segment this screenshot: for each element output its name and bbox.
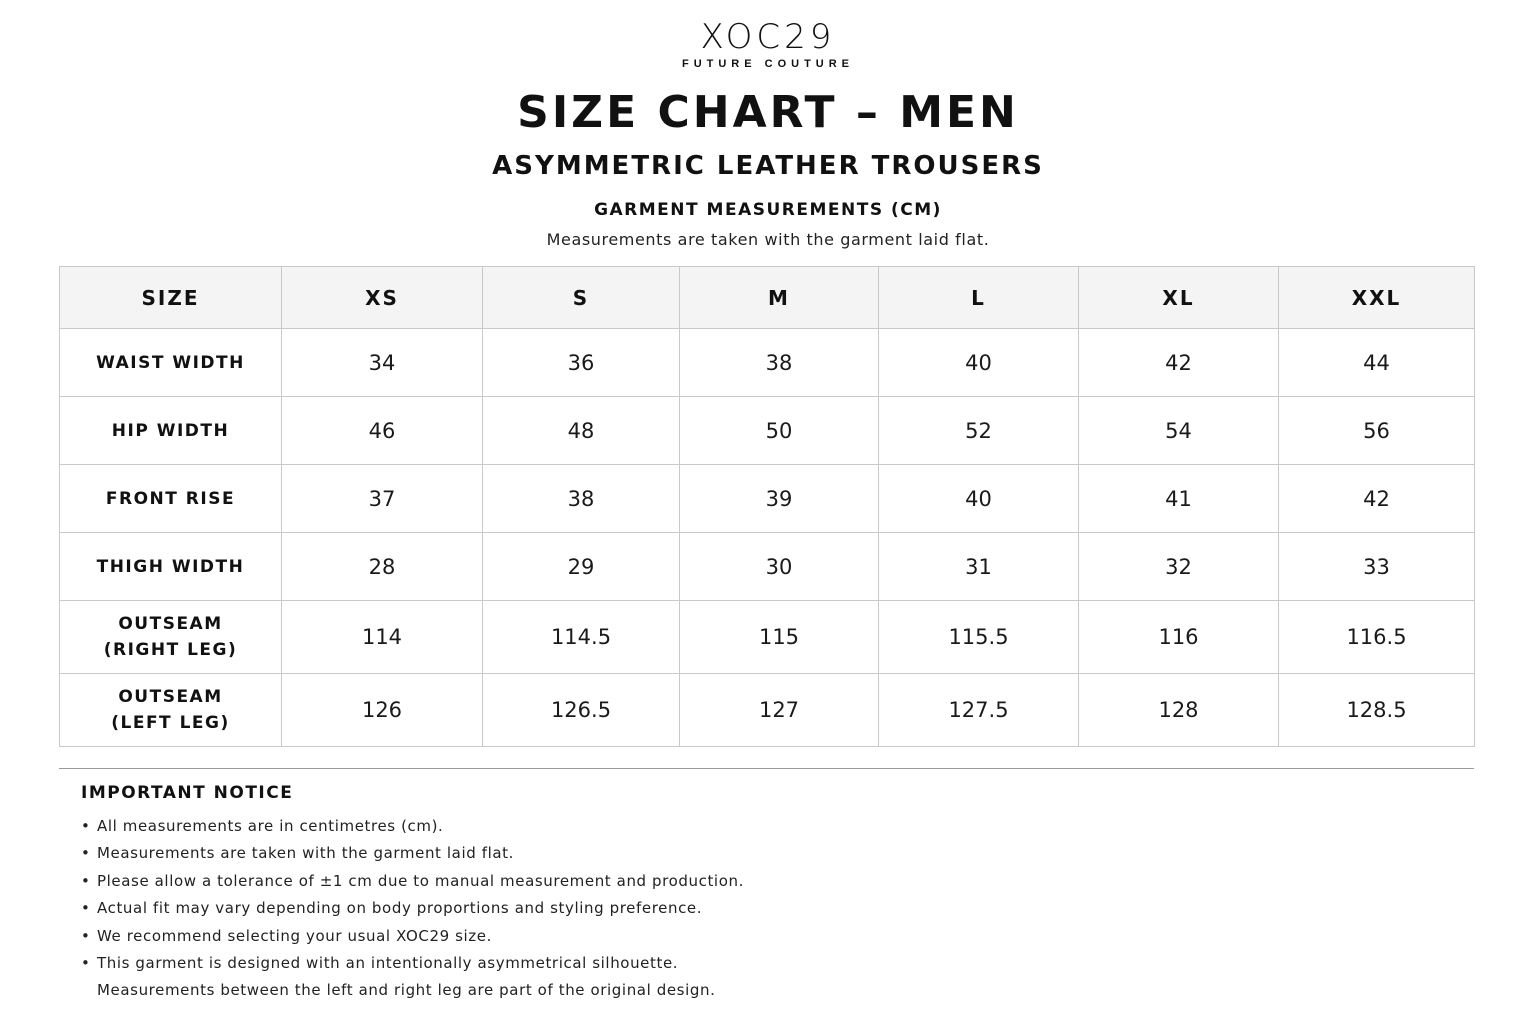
notice-list — [81, 813, 744, 1005]
table-cell: 33 — [1279, 533, 1475, 601]
table-cell: 126 — [282, 674, 483, 747]
table-cell: 127.5 — [879, 674, 1079, 747]
notice-text: Measurements are taken with the garment laid flat. — [97, 844, 515, 863]
table-cell: 116.5 — [1279, 601, 1475, 674]
table-cell: 30 — [680, 533, 879, 601]
bullet-icon: • — [81, 817, 91, 835]
table-cell: 46 — [282, 397, 483, 465]
table-header-row — [60, 267, 1475, 329]
table-row — [60, 329, 1475, 397]
table-cell: 40 — [879, 329, 1079, 397]
table-cell: 38 — [483, 465, 680, 533]
table-row — [60, 533, 1475, 601]
list-item — [81, 923, 744, 950]
row-label: OUTSEAM (RIGHT LEG) — [60, 601, 282, 674]
table-row — [60, 601, 1475, 674]
bullet-icon: • — [81, 926, 91, 945]
table-cell: 32 — [1079, 533, 1279, 601]
table-cell: 127 — [680, 674, 879, 747]
list-item — [81, 868, 744, 895]
table-cell: 114 — [282, 601, 483, 674]
table-cell: 42 — [1279, 465, 1475, 533]
table-cell: 41 — [1079, 465, 1279, 533]
table-cell: 115 — [680, 601, 879, 674]
row-label: WAIST WIDTH — [60, 329, 282, 397]
header-size-s: S — [483, 267, 680, 329]
row-label: FRONT RISE — [60, 465, 282, 533]
header-size-m: M — [680, 267, 879, 329]
brand-logo — [0, 18, 1536, 70]
brand-tagline: FUTURE COUTURE — [681, 58, 855, 70]
notice-continuation: Measurements between the left and right leg are part of the original design. — [97, 981, 716, 1000]
page-title: SIZE CHART – MEN — [517, 87, 1019, 138]
notice-title: IMPORTANT NOTICE — [81, 783, 294, 803]
product-subtitle: ASYMMETRIC LEATHER TROUSERS — [492, 151, 1044, 181]
table-cell: 54 — [1079, 397, 1279, 465]
notice-text: Please allow a tolerance of ±1 cm due to manual measurement and production. — [97, 871, 744, 890]
table-cell: 40 — [879, 465, 1079, 533]
table-cell: 52 — [879, 397, 1079, 465]
table-cell: 36 — [483, 329, 680, 397]
header-size-label: SIZE — [60, 267, 282, 329]
measurements-heading: GARMENT MEASUREMENTS (CM) — [594, 200, 942, 220]
bullet-icon: • — [81, 871, 91, 890]
table-cell: 128.5 — [1279, 674, 1475, 747]
table-cell: 115.5 — [879, 601, 1079, 674]
table-cell: 28 — [282, 533, 483, 601]
table-row — [60, 465, 1475, 533]
notice-text: This garment is designed with an intentionally asymmetrical silhouette. — [97, 954, 679, 973]
header-size-xxl: XXL — [1279, 267, 1475, 329]
table-cell: 128 — [1079, 674, 1279, 747]
table-cell: 34 — [282, 329, 483, 397]
table-row — [60, 397, 1475, 465]
row-label: THIGH WIDTH — [60, 533, 282, 601]
notice-text: All measurements are in centimetres (cm). — [97, 817, 444, 835]
list-item — [81, 840, 744, 867]
size-chart-table — [59, 266, 1475, 747]
notice-text: We recommend selecting your usual XOC29 size. — [97, 926, 492, 945]
brand-name: XOC29 — [700, 17, 836, 57]
header-size-l: L — [879, 267, 1079, 329]
header-size-xs: XS — [282, 267, 483, 329]
bullet-icon: • — [81, 844, 91, 863]
table-cell: 38 — [680, 329, 879, 397]
list-item — [81, 895, 744, 922]
table-cell: 39 — [680, 465, 879, 533]
table-cell: 126.5 — [483, 674, 680, 747]
table-cell: 50 — [680, 397, 879, 465]
notice-text: Actual fit may vary depending on body proportions and styling preference. — [97, 899, 703, 918]
row-label: HIP WIDTH — [60, 397, 282, 465]
table-cell: 56 — [1279, 397, 1475, 465]
header-size-xl: XL — [1079, 267, 1279, 329]
list-item — [81, 813, 744, 840]
table-cell: 29 — [483, 533, 680, 601]
table-cell: 116 — [1079, 601, 1279, 674]
row-label: OUTSEAM (LEFT LEG) — [60, 674, 282, 747]
list-item — [81, 950, 744, 1005]
table-cell: 114.5 — [483, 601, 680, 674]
bullet-icon: • — [81, 899, 91, 918]
measurements-note: Measurements are taken with the garment laid flat. — [546, 230, 990, 249]
table-cell: 42 — [1079, 329, 1279, 397]
table-row — [60, 674, 1475, 747]
table-cell: 31 — [879, 533, 1079, 601]
table-cell: 44 — [1279, 329, 1475, 397]
table-cell: 37 — [282, 465, 483, 533]
section-divider — [59, 768, 1474, 769]
table-cell: 48 — [483, 397, 680, 465]
bullet-icon: • — [81, 954, 91, 973]
